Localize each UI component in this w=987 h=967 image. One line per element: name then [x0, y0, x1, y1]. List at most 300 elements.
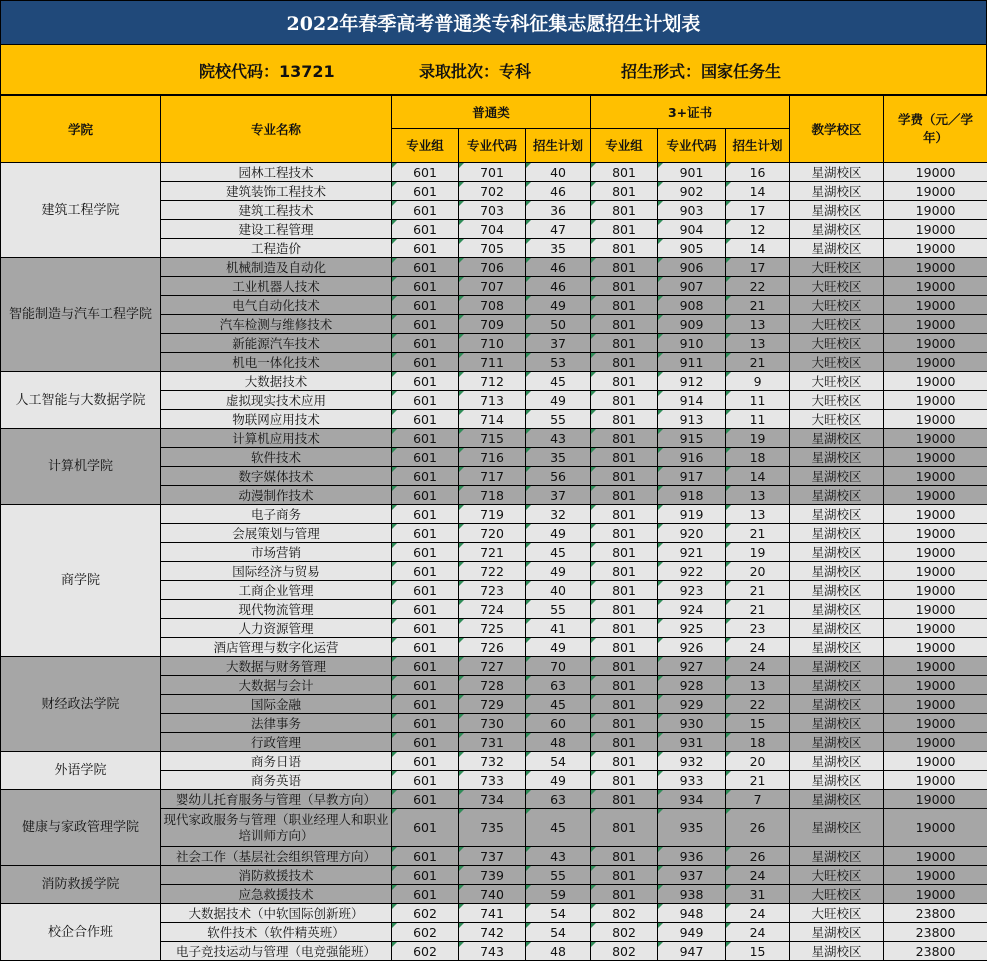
- general-group-cell: 601: [392, 315, 459, 334]
- campus-cell: 大旺校区: [790, 353, 884, 372]
- cert-code-cell: 915: [658, 429, 726, 448]
- cert-code-cell: 918: [658, 486, 726, 505]
- cert-plan-cell: 13: [726, 486, 790, 505]
- campus-cell: 大旺校区: [790, 372, 884, 391]
- general-code-cell: 711: [459, 353, 526, 372]
- cert-code-cell: 947: [658, 942, 726, 961]
- major-name: 现代家政服务与管理（职业经理人和职业培训师方向）: [161, 809, 392, 847]
- major-name: 动漫制作技术: [161, 486, 392, 505]
- cert-plan-cell: 13: [726, 676, 790, 695]
- cert-code-cell: 908: [658, 296, 726, 315]
- major-name: 电子竞技运动与管理（电竞强能班）: [161, 942, 392, 961]
- fee-cell: 19000: [884, 277, 987, 296]
- general-group-cell: 601: [392, 201, 459, 220]
- general-code-cell: 729: [459, 695, 526, 714]
- header-general-group: 专业组: [392, 129, 459, 163]
- campus-cell: 星湖校区: [790, 220, 884, 239]
- general-code-cell: 716: [459, 448, 526, 467]
- general-group-cell: 601: [392, 581, 459, 600]
- general-group-cell: 601: [392, 467, 459, 486]
- cert-code-cell: 904: [658, 220, 726, 239]
- major-name: 建筑工程技术: [161, 201, 392, 220]
- campus-cell: 星湖校区: [790, 182, 884, 201]
- general-plan-cell: 55: [526, 410, 591, 429]
- fee-cell: 19000: [884, 315, 987, 334]
- general-code-cell: 742: [459, 923, 526, 942]
- cert-group-cell: 801: [591, 182, 658, 201]
- general-group-cell: 601: [392, 885, 459, 904]
- fee-cell: 19000: [884, 752, 987, 771]
- fee-cell: 19000: [884, 486, 987, 505]
- cert-plan-cell: 24: [726, 657, 790, 676]
- school-code: 院校代码：13721: [199, 62, 335, 81]
- general-group-cell: 601: [392, 372, 459, 391]
- general-plan-cell: 70: [526, 657, 591, 676]
- major-name: 应急救援技术: [161, 885, 392, 904]
- cert-plan-cell: 26: [726, 809, 790, 847]
- cert-plan-cell: 20: [726, 752, 790, 771]
- general-code-cell: 727: [459, 657, 526, 676]
- general-group-cell: 602: [392, 904, 459, 923]
- enrollment-form: 招生形式：国家任务生: [621, 62, 782, 81]
- fee-cell: 19000: [884, 220, 987, 239]
- fee-cell: 19000: [884, 467, 987, 486]
- campus-cell: 星湖校区: [790, 790, 884, 809]
- general-code-cell: 735: [459, 809, 526, 847]
- general-code-cell: 712: [459, 372, 526, 391]
- campus-cell: 星湖校区: [790, 638, 884, 657]
- general-plan-cell: 40: [526, 163, 591, 182]
- major-name: 机电一体化技术: [161, 353, 392, 372]
- fee-cell: 19000: [884, 771, 987, 790]
- general-plan-cell: 59: [526, 885, 591, 904]
- campus-cell: 星湖校区: [790, 429, 884, 448]
- major-name: 软件技术: [161, 448, 392, 467]
- general-code-cell: 743: [459, 942, 526, 961]
- campus-cell: 星湖校区: [790, 619, 884, 638]
- cert-group-cell: 801: [591, 524, 658, 543]
- cert-plan-cell: 21: [726, 353, 790, 372]
- cert-group-cell: 801: [591, 695, 658, 714]
- cert-group-cell: 801: [591, 391, 658, 410]
- major-name: 新能源汽车技术: [161, 334, 392, 353]
- cert-plan-cell: 24: [726, 866, 790, 885]
- general-plan-cell: 36: [526, 201, 591, 220]
- general-plan-cell: 60: [526, 714, 591, 733]
- major-name: 大数据与财务管理: [161, 657, 392, 676]
- fee-cell: 23800: [884, 942, 987, 961]
- general-code-cell: 730: [459, 714, 526, 733]
- general-group-cell: 601: [392, 296, 459, 315]
- fee-cell: 19000: [884, 296, 987, 315]
- cert-group-cell: 801: [591, 600, 658, 619]
- cert-code-cell: 914: [658, 391, 726, 410]
- campus-cell: 星湖校区: [790, 695, 884, 714]
- fee-cell: 19000: [884, 676, 987, 695]
- general-plan-cell: 46: [526, 277, 591, 296]
- cert-code-cell: 933: [658, 771, 726, 790]
- campus-cell: 星湖校区: [790, 771, 884, 790]
- cert-group-cell: 801: [591, 467, 658, 486]
- major-name: 虚拟现实技术应用: [161, 391, 392, 410]
- campus-cell: 星湖校区: [790, 752, 884, 771]
- header-campus: 教学校区: [790, 96, 884, 163]
- fee-cell: 19000: [884, 410, 987, 429]
- general-group-cell: 601: [392, 239, 459, 258]
- cert-plan-cell: 21: [726, 524, 790, 543]
- table-body: [1, 163, 987, 961]
- fee-cell: 19000: [884, 695, 987, 714]
- cert-plan-cell: 24: [726, 638, 790, 657]
- campus-cell: 星湖校区: [790, 923, 884, 942]
- fee-cell: 19000: [884, 334, 987, 353]
- fee-cell: 19000: [884, 562, 987, 581]
- header-cert: 3+证书: [591, 96, 790, 129]
- cert-plan-cell: 21: [726, 581, 790, 600]
- general-plan-cell: 49: [526, 296, 591, 315]
- general-code-cell: 741: [459, 904, 526, 923]
- general-group-cell: 601: [392, 619, 459, 638]
- general-code-cell: 705: [459, 239, 526, 258]
- general-plan-cell: 49: [526, 638, 591, 657]
- major-name: 汽车检测与维修技术: [161, 315, 392, 334]
- header-cert-code: 专业代码: [658, 129, 726, 163]
- cert-group-cell: 801: [591, 619, 658, 638]
- cert-code-cell: 909: [658, 315, 726, 334]
- cert-group-cell: 801: [591, 429, 658, 448]
- general-plan-cell: 55: [526, 866, 591, 885]
- cert-plan-cell: 14: [726, 467, 790, 486]
- general-group-cell: 601: [392, 334, 459, 353]
- cert-group-cell: 801: [591, 163, 658, 182]
- general-code-cell: 717: [459, 467, 526, 486]
- general-group-cell: 601: [392, 182, 459, 201]
- cert-plan-cell: 24: [726, 923, 790, 942]
- cert-code-cell: 948: [658, 904, 726, 923]
- fee-cell: 19000: [884, 581, 987, 600]
- general-plan-cell: 47: [526, 220, 591, 239]
- general-plan-cell: 45: [526, 809, 591, 847]
- general-plan-cell: 49: [526, 562, 591, 581]
- campus-cell: 大旺校区: [790, 866, 884, 885]
- campus-cell: 大旺校区: [790, 391, 884, 410]
- general-group-cell: 601: [392, 220, 459, 239]
- general-code-cell: 710: [459, 334, 526, 353]
- cert-plan-cell: 15: [726, 714, 790, 733]
- general-plan-cell: 53: [526, 353, 591, 372]
- general-code-cell: 733: [459, 771, 526, 790]
- cert-group-cell: 801: [591, 258, 658, 277]
- fee-cell: 19000: [884, 258, 987, 277]
- major-name: 行政管理: [161, 733, 392, 752]
- major-name: 人力资源管理: [161, 619, 392, 638]
- cert-group-cell: 801: [591, 581, 658, 600]
- general-group-cell: 601: [392, 638, 459, 657]
- fee-cell: 19000: [884, 714, 987, 733]
- cert-plan-cell: 31: [726, 885, 790, 904]
- major-name: 会展策划与管理: [161, 524, 392, 543]
- college-name: 消防救援学院: [1, 866, 161, 904]
- general-code-cell: 718: [459, 486, 526, 505]
- general-code-cell: 726: [459, 638, 526, 657]
- general-plan-cell: 56: [526, 467, 591, 486]
- cert-plan-cell: 7: [726, 790, 790, 809]
- general-group-cell: 601: [392, 695, 459, 714]
- cert-plan-cell: 16: [726, 163, 790, 182]
- fee-cell: 19000: [884, 201, 987, 220]
- cert-group-cell: 801: [591, 809, 658, 847]
- cert-group-cell: 801: [591, 220, 658, 239]
- campus-cell: 星湖校区: [790, 201, 884, 220]
- general-plan-cell: 35: [526, 448, 591, 467]
- cert-group-cell: 801: [591, 714, 658, 733]
- cert-group-cell: 801: [591, 752, 658, 771]
- general-plan-cell: 49: [526, 391, 591, 410]
- cert-group-cell: 801: [591, 562, 658, 581]
- campus-cell: 星湖校区: [790, 733, 884, 752]
- cert-plan-cell: 15: [726, 942, 790, 961]
- table-row: [1, 904, 987, 923]
- general-group-cell: 601: [392, 429, 459, 448]
- cert-code-cell: 919: [658, 505, 726, 524]
- general-code-cell: 704: [459, 220, 526, 239]
- cert-code-cell: 906: [658, 258, 726, 277]
- cert-group-cell: 801: [591, 885, 658, 904]
- general-code-cell: 706: [459, 258, 526, 277]
- general-code-cell: 707: [459, 277, 526, 296]
- general-group-cell: 601: [392, 657, 459, 676]
- major-name: 建筑装饰工程技术: [161, 182, 392, 201]
- general-code-cell: 713: [459, 391, 526, 410]
- cert-code-cell: 907: [658, 277, 726, 296]
- college-name: 计算机学院: [1, 429, 161, 505]
- major-name: 消防救援技术: [161, 866, 392, 885]
- cert-group-cell: 801: [591, 733, 658, 752]
- general-group-cell: 601: [392, 486, 459, 505]
- cert-plan-cell: 21: [726, 771, 790, 790]
- fee-cell: 19000: [884, 448, 987, 467]
- general-code-cell: 702: [459, 182, 526, 201]
- general-code-cell: 719: [459, 505, 526, 524]
- cert-code-cell: 937: [658, 866, 726, 885]
- cert-code-cell: 912: [658, 372, 726, 391]
- cert-group-cell: 802: [591, 942, 658, 961]
- table-row: [1, 866, 987, 885]
- major-name: 国际经济与贸易: [161, 562, 392, 581]
- major-name: 电子商务: [161, 505, 392, 524]
- cert-plan-cell: 23: [726, 619, 790, 638]
- general-plan-cell: 54: [526, 904, 591, 923]
- cert-plan-cell: 11: [726, 391, 790, 410]
- cert-code-cell: 932: [658, 752, 726, 771]
- fee-cell: 19000: [884, 429, 987, 448]
- general-group-cell: 601: [392, 163, 459, 182]
- general-group-cell: 601: [392, 676, 459, 695]
- cert-plan-cell: 21: [726, 600, 790, 619]
- major-name: 电气自动化技术: [161, 296, 392, 315]
- major-name: 国际金融: [161, 695, 392, 714]
- cert-plan-cell: 21: [726, 296, 790, 315]
- cert-plan-cell: 13: [726, 334, 790, 353]
- general-group-cell: 601: [392, 258, 459, 277]
- cert-group-cell: 801: [591, 676, 658, 695]
- major-name: 园林工程技术: [161, 163, 392, 182]
- college-name: 智能制造与汽车工程学院: [1, 258, 161, 372]
- header-general-code: 专业代码: [459, 129, 526, 163]
- cert-code-cell: 910: [658, 334, 726, 353]
- general-group-cell: 601: [392, 600, 459, 619]
- general-code-cell: 703: [459, 201, 526, 220]
- campus-cell: 星湖校区: [790, 486, 884, 505]
- cert-code-cell: 924: [658, 600, 726, 619]
- cert-plan-cell: 12: [726, 220, 790, 239]
- cert-plan-cell: 18: [726, 448, 790, 467]
- cert-plan-cell: 26: [726, 847, 790, 866]
- cert-code-cell: 949: [658, 923, 726, 942]
- major-name: 大数据技术（中软国际创新班）: [161, 904, 392, 923]
- table-row: [1, 790, 987, 809]
- general-plan-cell: 46: [526, 182, 591, 201]
- cert-code-cell: 902: [658, 182, 726, 201]
- cert-plan-cell: 19: [726, 543, 790, 562]
- cert-code-cell: 917: [658, 467, 726, 486]
- college-name: 建筑工程学院: [1, 163, 161, 258]
- college-name: 外语学院: [1, 752, 161, 790]
- major-name: 大数据与会计: [161, 676, 392, 695]
- table-row: [1, 657, 987, 676]
- fee-cell: 19000: [884, 543, 987, 562]
- campus-cell: 星湖校区: [790, 676, 884, 695]
- campus-cell: 星湖校区: [790, 239, 884, 258]
- cert-plan-cell: 17: [726, 258, 790, 277]
- general-group-cell: 601: [392, 277, 459, 296]
- cert-group-cell: 801: [591, 771, 658, 790]
- campus-cell: 大旺校区: [790, 885, 884, 904]
- fee-cell: 19000: [884, 372, 987, 391]
- general-group-cell: 601: [392, 353, 459, 372]
- college-name: 校企合作班: [1, 904, 161, 961]
- general-code-cell: 709: [459, 315, 526, 334]
- campus-cell: 星湖校区: [790, 942, 884, 961]
- general-plan-cell: 54: [526, 752, 591, 771]
- table-row: [1, 505, 987, 524]
- campus-cell: 大旺校区: [790, 904, 884, 923]
- table-row: [1, 163, 987, 182]
- cert-group-cell: 801: [591, 201, 658, 220]
- fee-cell: 19000: [884, 505, 987, 524]
- campus-cell: 星湖校区: [790, 543, 884, 562]
- admission-batch: 录取批次：专科: [419, 62, 532, 81]
- major-name: 工程造价: [161, 239, 392, 258]
- major-name: 法律事务: [161, 714, 392, 733]
- general-group-cell: 601: [392, 543, 459, 562]
- cert-code-cell: 903: [658, 201, 726, 220]
- cert-code-cell: 931: [658, 733, 726, 752]
- general-code-cell: 725: [459, 619, 526, 638]
- major-name: 物联网应用技术: [161, 410, 392, 429]
- fee-cell: 19000: [884, 733, 987, 752]
- general-plan-cell: 32: [526, 505, 591, 524]
- general-plan-cell: 43: [526, 429, 591, 448]
- cert-plan-cell: 24: [726, 904, 790, 923]
- general-plan-cell: 37: [526, 334, 591, 353]
- cert-plan-cell: 14: [726, 239, 790, 258]
- general-plan-cell: 55: [526, 600, 591, 619]
- general-code-cell: 737: [459, 847, 526, 866]
- cert-code-cell: 916: [658, 448, 726, 467]
- major-name: 工业机器人技术: [161, 277, 392, 296]
- cert-group-cell: 801: [591, 543, 658, 562]
- cert-code-cell: 925: [658, 619, 726, 638]
- general-group-cell: 601: [392, 752, 459, 771]
- fee-cell: 19000: [884, 524, 987, 543]
- major-name: 建设工程管理: [161, 220, 392, 239]
- fee-cell: 23800: [884, 904, 987, 923]
- major-name: 婴幼儿托育服务与管理（早教方向）: [161, 790, 392, 809]
- general-plan-cell: 45: [526, 543, 591, 562]
- campus-cell: 星湖校区: [790, 163, 884, 182]
- fee-cell: 19000: [884, 790, 987, 809]
- campus-cell: 星湖校区: [790, 467, 884, 486]
- fee-cell: 19000: [884, 391, 987, 410]
- fee-cell: 19000: [884, 885, 987, 904]
- general-code-cell: 732: [459, 752, 526, 771]
- fee-cell: 19000: [884, 239, 987, 258]
- general-plan-cell: 63: [526, 790, 591, 809]
- cert-code-cell: 911: [658, 353, 726, 372]
- cert-plan-cell: 18: [726, 733, 790, 752]
- general-plan-cell: 49: [526, 524, 591, 543]
- cert-group-cell: 801: [591, 657, 658, 676]
- campus-cell: 星湖校区: [790, 562, 884, 581]
- cert-plan-cell: 14: [726, 182, 790, 201]
- general-group-cell: 601: [392, 505, 459, 524]
- campus-cell: 星湖校区: [790, 657, 884, 676]
- general-code-cell: 714: [459, 410, 526, 429]
- general-code-cell: 724: [459, 600, 526, 619]
- cert-group-cell: 801: [591, 239, 658, 258]
- general-group-cell: 602: [392, 923, 459, 942]
- general-plan-cell: 49: [526, 771, 591, 790]
- cert-code-cell: 901: [658, 163, 726, 182]
- cert-code-cell: 938: [658, 885, 726, 904]
- cert-code-cell: 913: [658, 410, 726, 429]
- fee-cell: 19000: [884, 809, 987, 847]
- cert-group-cell: 801: [591, 410, 658, 429]
- cert-plan-cell: 13: [726, 315, 790, 334]
- general-plan-cell: 50: [526, 315, 591, 334]
- major-name: 计算机应用技术: [161, 429, 392, 448]
- college-name: 商学院: [1, 505, 161, 657]
- cert-plan-cell: 22: [726, 695, 790, 714]
- fee-cell: 19000: [884, 866, 987, 885]
- table-row: [1, 258, 987, 277]
- major-name: 商务日语: [161, 752, 392, 771]
- general-code-cell: 734: [459, 790, 526, 809]
- general-group-cell: 601: [392, 866, 459, 885]
- general-plan-cell: 48: [526, 733, 591, 752]
- general-plan-cell: 35: [526, 239, 591, 258]
- major-name: 工商企业管理: [161, 581, 392, 600]
- cert-code-cell: 927: [658, 657, 726, 676]
- campus-cell: 大旺校区: [790, 277, 884, 296]
- cert-plan-cell: 22: [726, 277, 790, 296]
- cert-code-cell: 921: [658, 543, 726, 562]
- general-plan-cell: 43: [526, 847, 591, 866]
- campus-cell: 星湖校区: [790, 714, 884, 733]
- general-group-cell: 601: [392, 847, 459, 866]
- cert-group-cell: 801: [591, 372, 658, 391]
